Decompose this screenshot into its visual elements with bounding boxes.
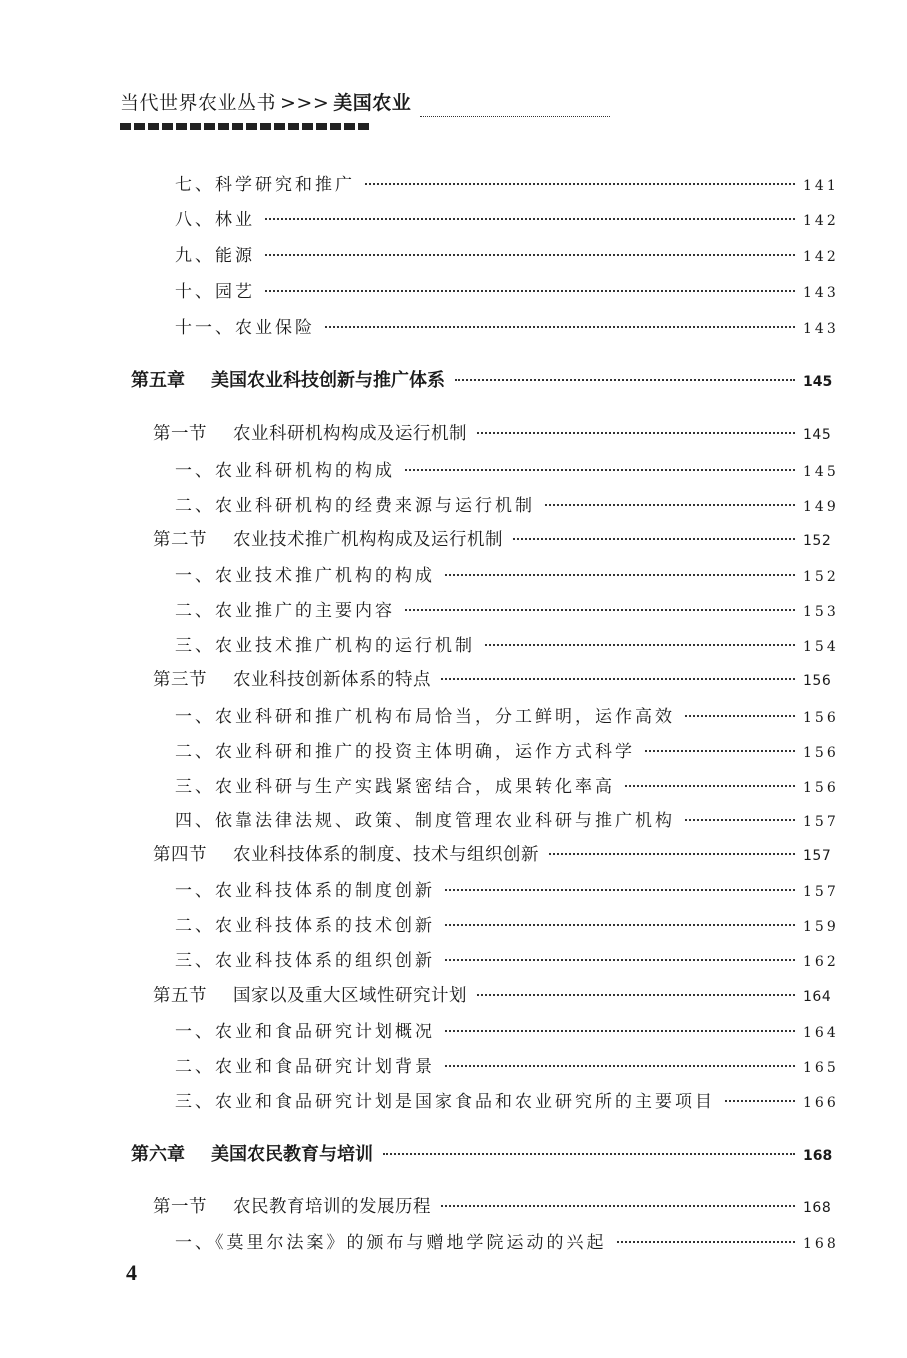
toc-chapter[interactable]: 第六章 美国农民教育与培训 168 xyxy=(131,1144,833,1165)
toc-item[interactable]: 二、农业和食品研究计划背景 165 xyxy=(175,1057,839,1077)
toc-item[interactable]: 二、农业科研机构的经费来源与运行机制 149 xyxy=(175,496,839,516)
toc-item[interactable]: 一、《莫里尔法案》的颁布与赠地学院运动的兴起 168 xyxy=(175,1233,839,1253)
toc-item[interactable]: 十一、农业保险 143 xyxy=(175,318,839,338)
series-name: 当代世界农业丛书 xyxy=(120,92,277,114)
toc-item[interactable]: 一、农业科研机构的构成 145 xyxy=(175,461,839,481)
toc-item[interactable]: 九、能源 142 xyxy=(175,246,839,266)
header-separator: >>> xyxy=(280,92,330,114)
toc-item[interactable]: 三、农业技术推广机构的运行机制 154 xyxy=(175,636,839,656)
header-dotted-rule xyxy=(420,116,610,117)
toc-item[interactable]: 四、依靠法律法规、政策、制度管理农业科研与推广机构 157 xyxy=(175,811,839,831)
toc-section[interactable]: 第二节 农业技术推广机构构成及运行机制 152 xyxy=(153,530,832,550)
running-header xyxy=(120,88,490,130)
toc-item[interactable]: 三、农业科研与生产实践紧密结合，成果转化率高 156 xyxy=(175,777,839,797)
header-title xyxy=(120,88,490,115)
toc-item[interactable]: 七、科学研究和推广 141 xyxy=(175,175,839,195)
toc-item[interactable]: 二、农业科研和推广的投资主体明确，运作方式科学 156 xyxy=(175,742,839,762)
toc-item[interactable]: 一、农业科研和推广机构布局恰当，分工鲜明，运作高效 156 xyxy=(175,707,839,727)
toc-item[interactable]: 八、林业 142 xyxy=(175,210,839,230)
toc-item[interactable]: 一、农业技术推广机构的构成 152 xyxy=(175,566,839,586)
toc-section[interactable]: 第四节 农业科技体系的制度、技术与组织创新 157 xyxy=(153,845,832,865)
toc-chapter[interactable]: 第五章 美国农业科技创新与推广体系 145 xyxy=(131,370,833,391)
toc-item[interactable]: 二、农业科技体系的技术创新 159 xyxy=(175,916,839,936)
toc-item[interactable]: 三、农业科技体系的组织创新 162 xyxy=(175,951,839,971)
header-dashed-bar xyxy=(120,123,370,130)
toc-item[interactable]: 三、农业和食品研究计划是国家食品和农业研究所的主要项目 166 xyxy=(175,1092,839,1112)
toc-item[interactable]: 二、农业推广的主要内容 153 xyxy=(175,601,839,621)
toc-item[interactable]: 一、农业科技体系的制度创新 157 xyxy=(175,881,839,901)
toc-section[interactable]: 第一节 农业科研机构构成及运行机制 145 xyxy=(153,424,832,444)
toc-section[interactable]: 第五节 国家以及重大区域性研究计划 164 xyxy=(153,986,832,1006)
book-title: 美国农业 xyxy=(333,92,412,114)
toc-item[interactable]: 一、农业和食品研究计划概况 164 xyxy=(175,1022,839,1042)
toc-item[interactable]: 十、园艺 143 xyxy=(175,282,839,302)
toc-section[interactable]: 第三节 农业科技创新体系的特点 156 xyxy=(153,670,832,690)
toc-section[interactable]: 第一节 农民教育培训的发展历程 168 xyxy=(153,1197,832,1217)
page-number: 4 xyxy=(126,1260,137,1285)
